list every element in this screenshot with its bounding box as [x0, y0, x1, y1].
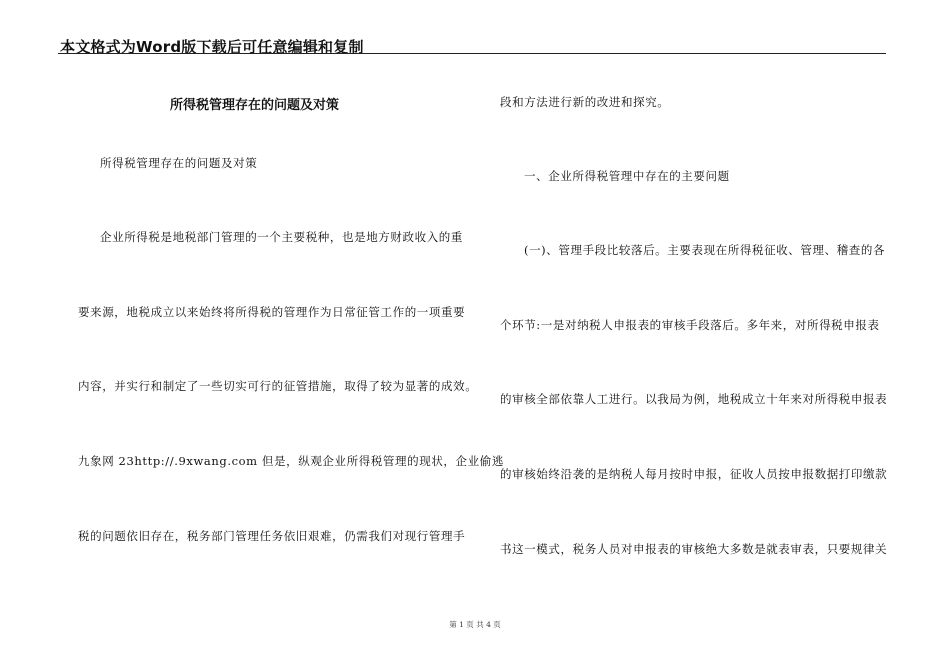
header-title: 本文格式为Word版下载后可任意编辑和复制 — [60, 38, 364, 56]
document-title: 所得税管理存在的问题及对策 — [170, 98, 340, 113]
header-divider — [58, 53, 886, 54]
paragraph-line: 九象网 23http://.9xwang.com 但是，纵观企业所得税管理的现状，企业偷逃 — [78, 454, 504, 468]
paragraph-line: 内容，并实行和制定了一些切实可行的征管措施，取得了较为显著的成效。 — [78, 379, 478, 393]
paragraph-line: 的审核始终沿袭的是纳税人每月按时申报，征收人员按申报数据打印缴款 — [500, 467, 888, 481]
paragraph-line: 税的问题依旧存在，税务部门管理任务依旧艰难，仍需我们对现行管理手 — [78, 529, 466, 543]
paragraph-line: (一)、管理手段比较落后。主要表现在所得税征收、管理、稽查的各 — [524, 243, 886, 257]
paragraph-line: 个环节:一是对纳税人申报表的审核手段落后。多年来，对所得税申报表 — [500, 318, 880, 332]
section-heading: 一、企业所得税管理中存在的主要问题 — [524, 169, 730, 183]
paragraph-line: 要来源，地税成立以来始终将所得税的管理作为日常征管工作的一项重要 — [78, 305, 466, 319]
page-number: 第 1 页 共 4 页 — [449, 620, 501, 629]
paragraph-line: 书这一模式，税务人员对申报表的审核绝大多数是就表审表，只要规律关 — [500, 542, 888, 556]
paragraph-line: 所得税管理存在的问题及对策 — [100, 156, 258, 170]
paragraph-line: 的审核全部依靠人工进行。以我局为例，地税成立十年来对所得税申报表 — [500, 392, 888, 406]
paragraph-line: 企业所得税是地税部门管理的一个主要税种，也是地方财政收入的重 — [100, 230, 463, 244]
paragraph-line: 段和方法进行新的改进和探究。 — [500, 95, 670, 109]
